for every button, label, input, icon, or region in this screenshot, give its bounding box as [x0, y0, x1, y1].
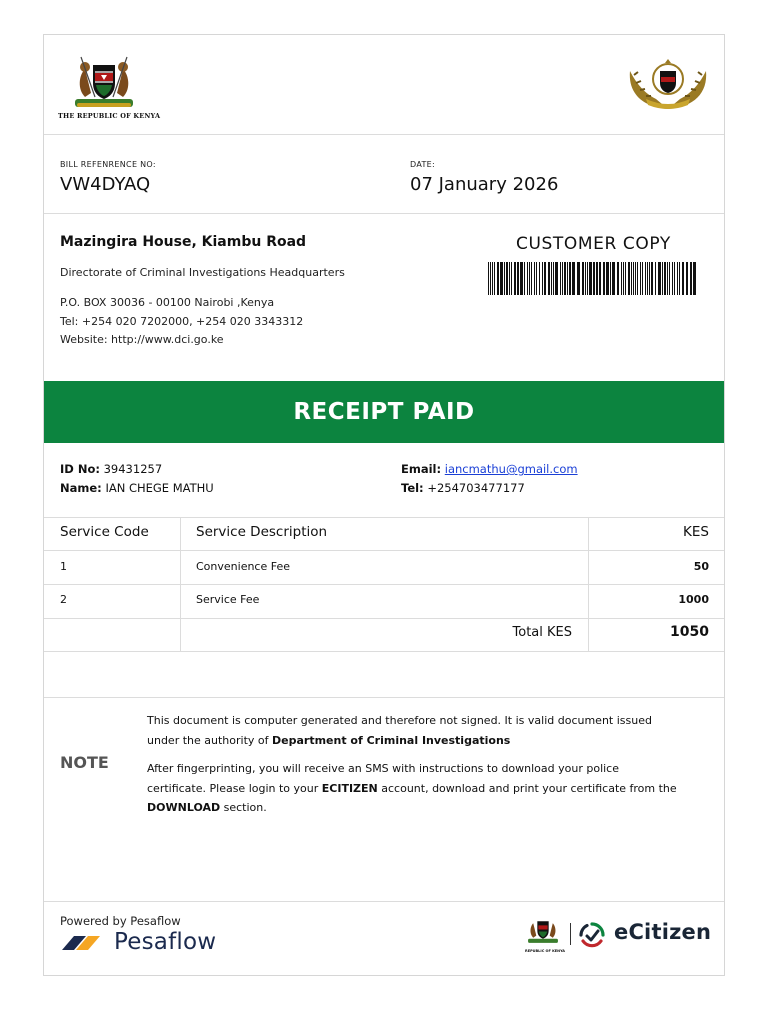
id-number	[60, 462, 162, 476]
barcode-bar	[551, 262, 552, 295]
barcode-bar	[621, 262, 622, 295]
barcode-bar	[492, 262, 493, 295]
barcode-bar	[511, 262, 512, 295]
pesaflow-icon	[60, 932, 102, 952]
date-label: DATE:	[410, 160, 436, 169]
address-pobox: P.O. BOX 30036 - 00100 Nairobi ,Kenya	[60, 296, 275, 309]
row-1-amount: 50	[693, 560, 709, 573]
row-1-description: Convenience Fee	[196, 560, 290, 573]
barcode-bar	[667, 262, 668, 295]
row-2-description: Service Fee	[196, 593, 260, 606]
note-line	[147, 731, 717, 751]
barcode-bar	[625, 262, 626, 295]
footer-coat-of-arms	[525, 915, 566, 953]
name-value: IAN CHEGE MATHU	[105, 481, 214, 495]
barcode-bar	[527, 262, 528, 295]
barcode-bar	[524, 262, 525, 295]
barcode-bar	[637, 262, 638, 295]
barcode-bar	[690, 262, 692, 295]
note-line: This document is computer generated and therefore not signed. It is valid document issued	[147, 714, 652, 727]
barcode-bar	[564, 262, 566, 295]
header-service-description: Service Description	[196, 524, 328, 540]
barcode-bar	[544, 262, 546, 295]
barcode-bar	[596, 262, 598, 295]
divider	[44, 901, 724, 902]
barcode-bar	[623, 262, 624, 295]
note-label: NOTE	[60, 753, 109, 772]
barcode-bar	[610, 262, 611, 295]
police-seal-icon	[624, 53, 712, 113]
barcode-bar	[569, 262, 571, 295]
name-label: Name:	[60, 481, 102, 495]
barcode-bar	[693, 262, 696, 295]
barcode-bar	[606, 262, 609, 295]
address-org: Directorate of Criminal Investigations Headquarters	[60, 266, 345, 279]
note-bold: Department of Criminal Investigations	[272, 733, 511, 747]
barcode-bar	[682, 262, 684, 295]
coat-of-arms-icon	[526, 915, 560, 945]
note-line	[147, 779, 717, 799]
id-value: 39431257	[103, 462, 163, 476]
barcode-bar	[500, 262, 503, 295]
barcode-bar	[640, 262, 641, 295]
row-2-code: 2	[60, 593, 67, 606]
barcode-bar	[617, 262, 619, 295]
row-1-code: 1	[60, 560, 67, 573]
footer-emblem-caption: REPUBLIC OF KENYA	[525, 949, 566, 953]
national-police-service-seal	[624, 53, 712, 117]
table-divider	[44, 618, 724, 619]
table-top-border	[44, 517, 724, 518]
barcode-bar	[494, 262, 495, 295]
barcode-bar	[651, 262, 653, 295]
barcode-bar	[517, 262, 519, 295]
barcode-bar	[647, 262, 648, 295]
barcode-bar	[642, 262, 643, 295]
barcode-bar	[539, 262, 540, 295]
barcode-bar	[553, 262, 554, 295]
barcode-bar	[686, 262, 688, 295]
barcode-bar	[506, 262, 508, 295]
barcode-bar	[562, 262, 563, 295]
barcode-bar	[536, 262, 537, 295]
ecitizen-wordmark: eCitizen	[614, 920, 712, 944]
barcode-bar	[645, 262, 646, 295]
table-bottom-border	[44, 651, 724, 652]
barcode-bar	[635, 262, 636, 295]
column-divider	[180, 517, 181, 651]
column-divider	[588, 517, 589, 651]
header-kes: KES	[683, 524, 709, 540]
barcode-bar	[612, 262, 615, 295]
customer-name	[60, 481, 214, 495]
emblem-caption: THE REPUBLIC OF KENYA	[58, 112, 161, 120]
barcode-bar	[599, 262, 601, 295]
barcode-bar	[560, 262, 561, 295]
note-text: section.	[220, 801, 267, 814]
barcode-bar	[655, 262, 656, 295]
powered-by-text: Powered by Pesaflow	[60, 914, 181, 928]
barcode-bar	[490, 262, 491, 295]
barcode-bar	[603, 262, 605, 295]
barcode-bar	[582, 262, 584, 295]
barcode-bar	[555, 262, 558, 295]
barcode-bar	[531, 262, 532, 295]
barcode-bar	[529, 262, 530, 295]
barcode-bar	[658, 262, 661, 295]
customer-tel	[401, 481, 525, 495]
note-paragraph-1	[147, 711, 717, 750]
ecitizen-symbol-icon	[578, 921, 606, 949]
address-website: Website: http://www.dci.go.ke	[60, 333, 224, 346]
note-text: account, download and print your certificate from the	[377, 781, 677, 795]
barcode-bar	[589, 262, 592, 295]
divider	[44, 213, 724, 214]
barcode-bar	[672, 262, 673, 295]
customer-copy-label: CUSTOMER COPY	[516, 234, 671, 254]
barcode-bar	[664, 262, 666, 295]
barcode-bar	[567, 262, 568, 295]
tel-label: Tel:	[401, 481, 424, 495]
barcode-bar	[504, 262, 505, 295]
bill-ref-value: VW4DYAQ	[60, 174, 151, 195]
receipt-paid-banner: RECEIPT PAID	[44, 381, 724, 443]
table-divider	[44, 550, 724, 551]
barcode-bar	[514, 262, 516, 295]
note-bold: ECITIZEN	[321, 781, 378, 795]
customer-email	[401, 462, 578, 476]
note-text: certificate. Please login to your	[147, 781, 322, 795]
header-service-code: Service Code	[60, 524, 149, 540]
barcode-bar	[542, 262, 543, 295]
note-paragraph-2	[147, 759, 717, 818]
barcode-bar	[677, 262, 678, 295]
barcode-bar	[669, 262, 670, 295]
barcode-bar	[548, 262, 550, 295]
barcode-bar	[674, 262, 675, 295]
barcode-bar	[497, 262, 499, 295]
barcode-bar	[587, 262, 588, 295]
barcode-bar	[679, 262, 680, 295]
barcode-bar	[628, 262, 630, 295]
total-label: Total KES	[512, 625, 572, 640]
barcode-bar	[534, 262, 535, 295]
barcode-bar	[520, 262, 523, 295]
barcode-bar	[662, 262, 663, 295]
barcode-bar	[572, 262, 575, 295]
barcode-bar	[509, 262, 510, 295]
note-line	[147, 798, 717, 818]
note-line: After fingerprinting, you will receive an SMS with instructions to download your police	[147, 762, 620, 775]
email-link[interactable]: iancmathu@gmail.com	[444, 462, 578, 476]
kenya-coat-of-arms	[58, 53, 161, 120]
barcode-bar	[585, 262, 586, 295]
barcode-bar	[577, 262, 580, 295]
coat-of-arms-icon	[71, 53, 137, 111]
divider	[44, 697, 724, 698]
note-text: under the authority of	[147, 733, 272, 747]
total-value: 1050	[670, 624, 709, 640]
barcode-bar	[488, 262, 489, 295]
row-2-amount: 1000	[678, 593, 709, 606]
barcode-icon	[488, 262, 699, 295]
barcode-bar	[631, 262, 632, 295]
pesaflow-logo	[60, 929, 216, 955]
email-label: Email:	[401, 462, 442, 476]
tel-value: +254703477177	[427, 481, 525, 495]
id-label: ID No:	[60, 462, 100, 476]
address-title: Mazingira House, Kiambu Road	[60, 234, 307, 250]
ecitizen-icon	[578, 921, 606, 953]
barcode-bar	[649, 262, 650, 295]
note-bold: DOWNLOAD	[147, 801, 221, 814]
table-divider	[44, 584, 724, 585]
receipt-document	[43, 34, 725, 976]
pesaflow-wordmark: Pesaflow	[114, 929, 217, 955]
date-value: 07 January 2026	[410, 174, 559, 195]
bill-ref-label: BILL REFENRENCE NO:	[60, 160, 156, 169]
address-tel: Tel: +254 020 7202000, +254 020 3343312	[60, 315, 304, 328]
barcode-bar	[593, 262, 595, 295]
logo-separator	[570, 923, 571, 945]
divider	[44, 134, 724, 135]
barcode-bar	[633, 262, 634, 295]
